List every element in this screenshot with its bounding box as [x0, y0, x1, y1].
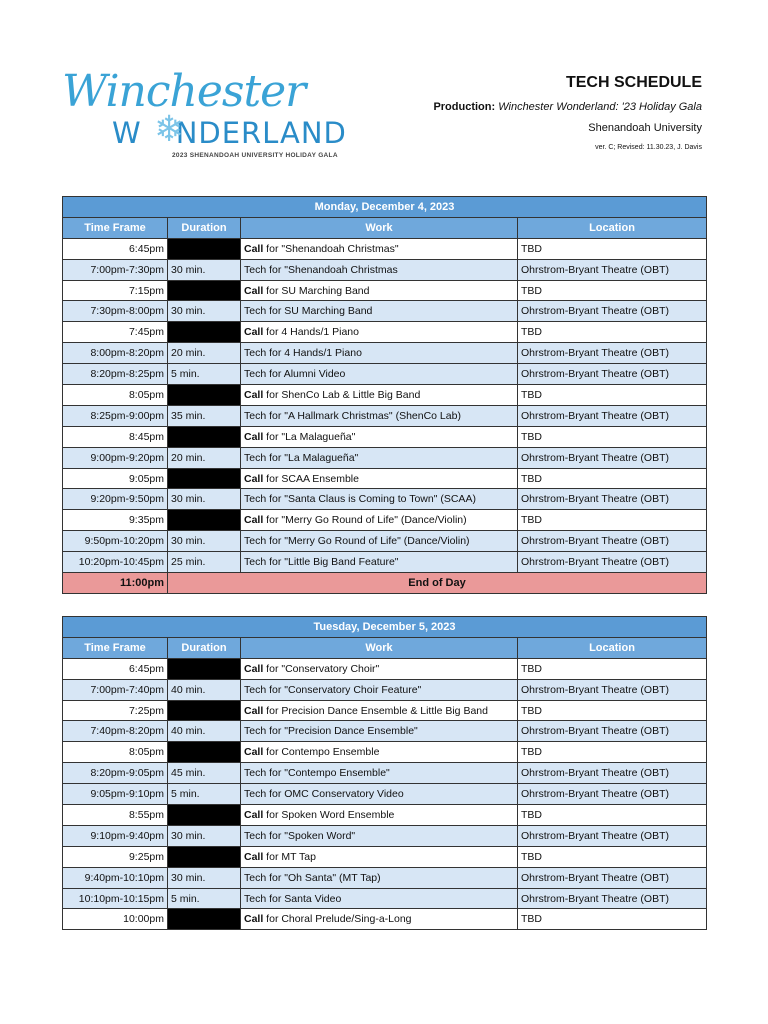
work-cell [241, 784, 518, 805]
location-cell: Ohrstrom-Bryant Theatre (OBT) [518, 888, 707, 909]
snowflake-icon: ❄ [154, 108, 185, 149]
duration-cell: 30 min. [168, 489, 241, 510]
work-cell [241, 531, 518, 552]
time-frame-cell: 8:20pm-9:05pm [63, 763, 168, 784]
table-row [63, 426, 707, 447]
location-cell: Ohrstrom-Bryant Theatre (OBT) [518, 784, 707, 805]
table-row [63, 385, 707, 406]
gala-logo [62, 66, 362, 162]
end-of-day-row [63, 573, 707, 594]
location-cell: TBD [518, 510, 707, 531]
table-row [63, 867, 707, 888]
call-label: Call [244, 514, 264, 527]
call-label: Call [244, 850, 264, 863]
duration-cell: 25 min. [168, 552, 241, 573]
work-description: for "La Malagueña" [263, 430, 356, 443]
time-frame-cell: 6:45pm [63, 658, 168, 679]
time-frame-cell: 9:35pm [63, 510, 168, 531]
end-of-day-label: End of Day [168, 573, 707, 594]
work-description: for 4 Hands/1 Piano [263, 326, 359, 339]
call-label: Call [244, 662, 264, 675]
schedule-table-monday [62, 196, 707, 594]
work-description: Tech for "Shenandoah Christmas [244, 263, 398, 276]
time-frame-cell: 8:05pm [63, 742, 168, 763]
time-frame-cell: 8:55pm [63, 805, 168, 826]
work-cell [241, 825, 518, 846]
production-label: Production: [433, 101, 496, 113]
day-title: Tuesday, December 5, 2023 [63, 617, 707, 638]
time-frame-cell: 7:30pm-8:00pm [63, 301, 168, 322]
location-cell: TBD [518, 238, 707, 259]
location-cell: TBD [518, 909, 707, 930]
work-cell [241, 447, 518, 468]
work-description: for SCAA Ensemble [263, 472, 359, 485]
work-description: Tech for "La Malagueña" [244, 451, 359, 464]
time-frame-cell: 8:25pm-9:00pm [63, 405, 168, 426]
time-frame-cell: 7:00pm-7:30pm [63, 259, 168, 280]
work-cell [241, 805, 518, 826]
location-cell: TBD [518, 468, 707, 489]
location-cell: Ohrstrom-Bryant Theatre (OBT) [518, 301, 707, 322]
university-name: Shenandoah University [588, 122, 702, 134]
call-label: Call [244, 388, 264, 401]
location-cell: TBD [518, 742, 707, 763]
time-frame-cell: 10:00pm [63, 909, 168, 930]
time-frame-cell: 8:00pm-8:20pm [63, 343, 168, 364]
time-frame-cell: 9:25pm [63, 846, 168, 867]
work-description: for Precision Dance Ensemble & Little Big Band [263, 704, 488, 717]
column-header-location: Location [518, 217, 707, 238]
time-frame-cell: 7:45pm [63, 322, 168, 343]
time-frame-cell: 9:20pm-9:50pm [63, 489, 168, 510]
day-header-row [63, 617, 707, 638]
work-cell [241, 405, 518, 426]
time-frame-cell: 7:40pm-8:20pm [63, 721, 168, 742]
work-description: for SU Marching Band [263, 284, 370, 297]
time-frame-cell: 9:40pm-10:10pm [63, 867, 168, 888]
schedule-table-tuesday [62, 616, 707, 930]
duration-cell: 5 min. [168, 888, 241, 909]
work-description: Tech for "A Hallmark Christmas" (ShenCo Lab) [244, 409, 461, 422]
column-header-duration: Duration [168, 217, 241, 238]
table-row [63, 343, 707, 364]
work-cell [241, 510, 518, 531]
column-header-time: Time Frame [63, 637, 168, 658]
duration-cell [168, 658, 241, 679]
column-header-location: Location [518, 637, 707, 658]
work-cell [241, 259, 518, 280]
table-row [63, 447, 707, 468]
location-cell: Ohrstrom-Bryant Theatre (OBT) [518, 259, 707, 280]
location-cell: Ohrstrom-Bryant Theatre (OBT) [518, 679, 707, 700]
call-label: Call [244, 472, 264, 485]
duration-cell [168, 238, 241, 259]
table-row [63, 322, 707, 343]
duration-cell: 40 min. [168, 721, 241, 742]
work-cell [241, 846, 518, 867]
table-row [63, 531, 707, 552]
location-cell: TBD [518, 426, 707, 447]
work-description: Tech for Santa Video [244, 892, 342, 905]
location-cell: Ohrstrom-Bryant Theatre (OBT) [518, 405, 707, 426]
table-row [63, 510, 707, 531]
call-label: Call [244, 808, 264, 821]
logo-subtitle: 2023 SHENANDOAH UNIVERSITY HOLIDAY GALA [172, 152, 338, 159]
time-frame-cell: 9:50pm-10:20pm [63, 531, 168, 552]
logo-word-start: W [112, 116, 142, 150]
table-row [63, 721, 707, 742]
location-cell: TBD [518, 846, 707, 867]
location-cell: Ohrstrom-Bryant Theatre (OBT) [518, 343, 707, 364]
location-cell: Ohrstrom-Bryant Theatre (OBT) [518, 489, 707, 510]
page-title: TECH SCHEDULE [565, 74, 702, 91]
location-cell: Ohrstrom-Bryant Theatre (OBT) [518, 721, 707, 742]
time-frame-cell: 9:05pm [63, 468, 168, 489]
table-row [63, 301, 707, 322]
work-description: for MT Tap [263, 850, 316, 863]
location-cell: TBD [518, 700, 707, 721]
duration-cell: 20 min. [168, 343, 241, 364]
duration-cell [168, 468, 241, 489]
duration-cell [168, 280, 241, 301]
work-description: for Contempo Ensemble [263, 746, 380, 759]
duration-cell: 20 min. [168, 447, 241, 468]
call-label: Call [244, 284, 264, 297]
time-frame-cell: 8:05pm [63, 385, 168, 406]
time-frame-cell: 8:20pm-8:25pm [63, 364, 168, 385]
column-header-time: Time Frame [63, 217, 168, 238]
table-row [63, 489, 707, 510]
work-cell [241, 343, 518, 364]
table-row [63, 700, 707, 721]
duration-cell [168, 322, 241, 343]
location-cell: Ohrstrom-Bryant Theatre (OBT) [518, 552, 707, 573]
location-cell: Ohrstrom-Bryant Theatre (OBT) [518, 763, 707, 784]
work-cell [241, 426, 518, 447]
work-cell [241, 909, 518, 930]
time-frame-cell: 9:05pm-9:10pm [63, 784, 168, 805]
duration-cell [168, 700, 241, 721]
work-description: Tech for 4 Hands/1 Piano [244, 347, 362, 360]
call-label: Call [244, 913, 264, 926]
call-label: Call [244, 242, 264, 255]
work-description: for ShenCo Lab & Little Big Band [263, 388, 421, 401]
work-cell [241, 322, 518, 343]
logo-word-end: NDERLAND [175, 116, 347, 150]
work-cell [241, 888, 518, 909]
table-row [63, 259, 707, 280]
duration-cell: 30 min. [168, 867, 241, 888]
duration-cell: 30 min. [168, 259, 241, 280]
location-cell: TBD [518, 805, 707, 826]
time-frame-cell: 10:10pm-10:15pm [63, 888, 168, 909]
work-description: Tech for "Little Big Band Feature" [244, 556, 399, 569]
work-cell [241, 238, 518, 259]
column-header-row [63, 217, 707, 238]
location-cell: TBD [518, 658, 707, 679]
work-description: for Spoken Word Ensemble [263, 808, 395, 821]
time-frame-cell: 6:45pm [63, 238, 168, 259]
table-row [63, 552, 707, 573]
work-cell [241, 468, 518, 489]
time-frame-cell: 9:10pm-9:40pm [63, 825, 168, 846]
duration-cell: 30 min. [168, 825, 241, 846]
time-frame-cell: 10:20pm-10:45pm [63, 552, 168, 573]
table-row [63, 280, 707, 301]
location-cell: TBD [518, 322, 707, 343]
duration-cell [168, 846, 241, 867]
document-header [433, 74, 702, 151]
work-description: Tech for SU Marching Band [244, 305, 373, 318]
column-header-work: Work [241, 637, 518, 658]
table-row [63, 784, 707, 805]
work-description: Tech for "Merry Go Round of Life" (Dance/Violin) [244, 535, 470, 548]
duration-cell [168, 909, 241, 930]
work-description: for "Shenandoah Christmas" [263, 242, 399, 255]
table-row [63, 405, 707, 426]
duration-cell [168, 426, 241, 447]
location-cell: Ohrstrom-Bryant Theatre (OBT) [518, 364, 707, 385]
duration-cell: 30 min. [168, 531, 241, 552]
table-row [63, 468, 707, 489]
location-cell: Ohrstrom-Bryant Theatre (OBT) [518, 867, 707, 888]
logo-script-text: Winchester [62, 66, 306, 117]
table-row [63, 364, 707, 385]
duration-cell [168, 385, 241, 406]
logo-wordmark [112, 116, 347, 150]
work-cell [241, 364, 518, 385]
work-description: for "Merry Go Round of Life" (Dance/Violin) [263, 514, 467, 527]
location-cell: Ohrstrom-Bryant Theatre (OBT) [518, 531, 707, 552]
time-frame-cell: 7:15pm [63, 280, 168, 301]
production-line [433, 101, 702, 113]
time-frame-cell: 7:00pm-7:40pm [63, 679, 168, 700]
column-header-work: Work [241, 217, 518, 238]
table-row [63, 825, 707, 846]
location-cell: Ohrstrom-Bryant Theatre (OBT) [518, 447, 707, 468]
end-time-cell: 11:00pm [63, 573, 168, 594]
duration-cell [168, 742, 241, 763]
table-row [63, 846, 707, 867]
duration-cell: 45 min. [168, 763, 241, 784]
table-row [63, 909, 707, 930]
table-row [63, 742, 707, 763]
table-row [63, 888, 707, 909]
work-description: for "Conservatory Choir" [263, 662, 380, 675]
work-cell [241, 721, 518, 742]
work-cell [241, 742, 518, 763]
duration-cell: 40 min. [168, 679, 241, 700]
time-frame-cell: 7:25pm [63, 700, 168, 721]
work-description: Tech for Alumni Video [244, 368, 346, 381]
work-cell [241, 763, 518, 784]
duration-cell [168, 510, 241, 531]
work-cell [241, 301, 518, 322]
column-header-duration: Duration [168, 637, 241, 658]
work-description: Tech for "Contempo Ensemble" [244, 767, 390, 780]
work-cell [241, 280, 518, 301]
call-label: Call [244, 430, 264, 443]
time-frame-cell: 9:00pm-9:20pm [63, 447, 168, 468]
duration-cell: 30 min. [168, 301, 241, 322]
location-cell: Ohrstrom-Bryant Theatre (OBT) [518, 825, 707, 846]
duration-cell: 5 min. [168, 364, 241, 385]
work-cell [241, 489, 518, 510]
work-cell [241, 552, 518, 573]
table-row [63, 763, 707, 784]
work-cell [241, 867, 518, 888]
duration-cell: 5 min. [168, 784, 241, 805]
call-label: Call [244, 704, 264, 717]
table-row [63, 679, 707, 700]
work-description: Tech for "Conservatory Choir Feature" [244, 683, 422, 696]
duration-cell [168, 805, 241, 826]
work-description: Tech for "Spoken Word" [244, 829, 356, 842]
location-cell: TBD [518, 280, 707, 301]
table-row [63, 238, 707, 259]
production-name: Winchester Wonderland: '23 Holiday Gala [498, 101, 702, 113]
work-cell [241, 700, 518, 721]
work-cell [241, 385, 518, 406]
day-header-row [63, 197, 707, 218]
work-description: Tech for "Santa Claus is Coming to Town" (SCAA) [244, 493, 476, 506]
call-label: Call [244, 746, 264, 759]
version-note: ver. C; Revised: 11.30.23, J. Davis [595, 144, 702, 151]
day-title: Monday, December 4, 2023 [63, 197, 707, 218]
work-cell [241, 679, 518, 700]
work-description: Tech for "Oh Santa" (MT Tap) [244, 871, 381, 884]
work-cell [241, 658, 518, 679]
work-description: Tech for "Precision Dance Ensemble" [244, 725, 418, 738]
work-description: for Choral Prelude/Sing-a-Long [263, 913, 412, 926]
call-label: Call [244, 326, 264, 339]
duration-cell: 35 min. [168, 405, 241, 426]
table-row [63, 805, 707, 826]
time-frame-cell: 8:45pm [63, 426, 168, 447]
work-description: Tech for OMC Conservatory Video [244, 788, 404, 801]
location-cell: TBD [518, 385, 707, 406]
column-header-row [63, 637, 707, 658]
table-row [63, 658, 707, 679]
